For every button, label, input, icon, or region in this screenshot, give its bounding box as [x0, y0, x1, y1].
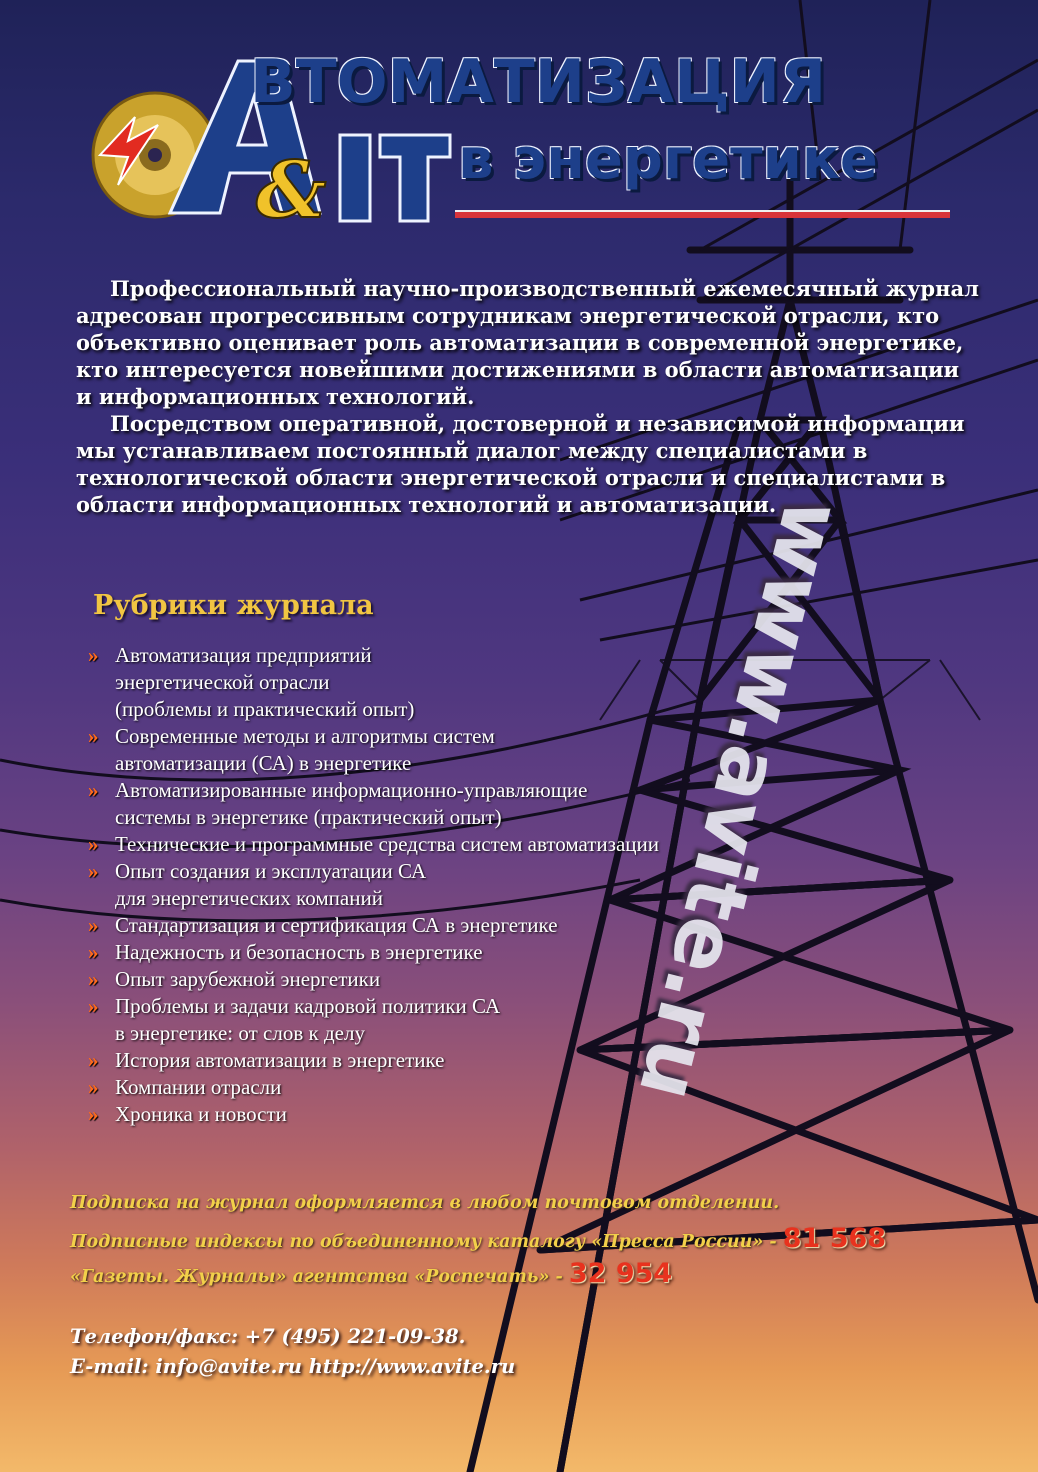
logo-title-line1: ВТОМАТИЗАЦИЯ [250, 47, 827, 117]
phone-fax-text: Телефон/факс: +7 (495) 221-09-38. [70, 1325, 466, 1348]
subscription-agency-text: «Газеты. Журналы» агентства «Роспечать» - [70, 1267, 569, 1287]
chevron-bullet-icon: » [88, 778, 99, 802]
logo-underline-bar [455, 210, 950, 218]
chevron-bullet-icon: » [88, 643, 99, 667]
subscription-line-3 [70, 1256, 970, 1291]
rubric-text: Стандартизация и сертификация СА в энергетике [115, 913, 558, 937]
chevron-bullet-icon: » [88, 1102, 99, 1126]
list-item [88, 777, 768, 831]
list-item [88, 723, 768, 777]
subscription-line-1: Подписка на журнал оформляется в любом почтовом отделении. [70, 1193, 780, 1213]
list-item [88, 1101, 768, 1128]
chevron-bullet-icon: » [88, 994, 99, 1018]
rubrics-heading: Рубрики журнала [93, 590, 374, 621]
subscription-index-rospechat: 32 954 [568, 1258, 673, 1289]
website-watermark: www.avite.ru [619, 490, 861, 1110]
chevron-bullet-icon: » [88, 1048, 99, 1072]
chevron-bullet-icon: » [88, 724, 99, 748]
logo-title-line2: в энергетике [458, 127, 878, 192]
contact-info [70, 1322, 970, 1382]
subscription-catalog-text: Подписные индексы по объединенному каталогу «Пресса России» - [70, 1232, 783, 1252]
subscription-info [70, 1186, 970, 1291]
rubric-text: Автоматизированные информационно-управляющие системы в энергетике (практический опыт) [115, 778, 588, 829]
rubric-text: Автоматизация предприятий энергетической отрасли (проблемы и практический опыт) [115, 643, 415, 721]
subscription-index-press-russia: 81 568 [782, 1223, 887, 1254]
email-website-text: E-mail: info@avite.ru http://www.avite.ru [70, 1355, 516, 1378]
chevron-bullet-icon: » [88, 859, 99, 883]
chevron-bullet-icon: » [88, 967, 99, 991]
rubric-text: Современные методы и алгоритмы систем автоматизации (СА) в энергетике [115, 724, 495, 775]
rubric-text: Опыт создания и эксплуатации СА для энергетических компаний [115, 859, 427, 910]
intro-paragraph-2: Посредством оперативной, достоверной и независимой информации мы устанавливаем постоянный диалог между специалистами в технологической области энергетической отрасли и специалистами в области информационных технологий и автоматизации. [76, 411, 965, 517]
rubric-text: Опыт зарубежной энергетики [115, 967, 381, 991]
chevron-bullet-icon: » [88, 940, 99, 964]
letters-it-monogram [340, 135, 450, 221]
chevron-bullet-icon: » [88, 913, 99, 937]
rubric-text: Технические и программные средства систем автоматизации [115, 832, 660, 856]
ampersand-glyph: & [256, 145, 327, 236]
subscription-line-2 [70, 1221, 970, 1256]
chevron-bullet-icon: » [88, 832, 99, 856]
intro-text [76, 275, 981, 518]
rubric-text: Проблемы и задачи кадровой политики СА в энергетике: от слов к делу [115, 994, 501, 1045]
rubric-text: Надежность и безопасность в энергетике [115, 940, 483, 964]
list-item [88, 831, 768, 858]
chevron-bullet-icon: » [88, 1075, 99, 1099]
list-item [88, 642, 768, 723]
intro-paragraph-1: Профессиональный научно-производственный ежемесячный журнал адресован прогрессивным сотрудникам энергетической отрасли, кто объективно оценивает роль автоматизации в современной энергетике, кто интересуется новейшими достижениями в области автоматизации и информационных технологий. [76, 276, 979, 409]
rubric-text: Компании отрасли [115, 1075, 282, 1099]
rubric-text: История автоматизации в энергетике [115, 1048, 445, 1072]
rubric-text: Хроника и новости [115, 1102, 287, 1126]
